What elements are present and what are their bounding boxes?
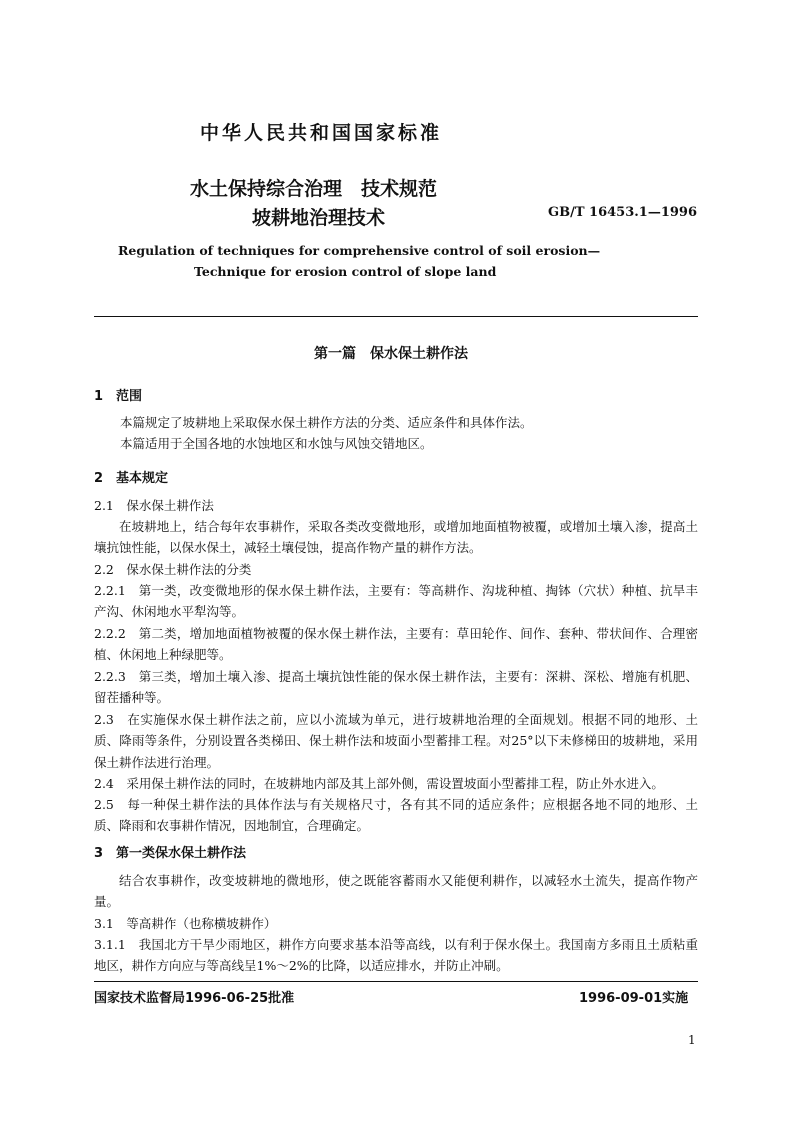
document-title-line2: 坡耕地治理技术 [252,207,386,229]
part-title: 第一篇 保水保土耕作法 [314,346,468,362]
section-1-paragraph-2: 本篇适用于全国各地的水蚀地区和水蚀与风蚀交错地区。 [120,436,433,451]
section-2-2-heading: 2.2 保水保土耕作法的分类 [94,562,252,577]
section-1-heading: 1 范围 [94,389,143,404]
section-3-paragraph: 结合农事耕作，改变坡耕地的微地形，使之既能容蓄雨水又能便利耕作，以减轻水土流失，提高作物产量。 [94,873,698,910]
english-title-line1: Regulation of techniques for comprehensive control of soil erosion— [118,243,601,258]
section-3-1-heading: 3.1 等高耕作（也称横坡耕作） [94,916,277,931]
section-2-1-paragraph: 在坡耕地上，结合每年农事耕作，采取各类改变微地形，或增加地面植物被覆，或增加土壤入渗，提高土壤抗蚀性能，以保水保土，减轻土壤侵蚀，提高作物产量的耕作方法。 [94,519,698,556]
section-3-1-1: 3.1.1 我国北方干旱少雨地区，耕作方向要求基本沿等高线，以有利于保水保土。我国南方多雨且土质粘重地区，耕作方向应与等高线呈1%～2%的比降，以适应排水，并防止冲刷。 [94,937,698,974]
english-title-line2: Technique for erosion control of slope land [194,264,497,279]
approval-date: 国家技术监督局1996-06-25批准 [94,991,295,1006]
section-2-5: 2.5 每一种保土耕作法的具体作法与有关规格尺寸，各有其不同的适应条件；应根据各地不同的地形、土质、降雨和农事耕作情况，因地制宜，合理确定。 [94,797,698,834]
section-2-1-heading: 2.1 保水保土耕作法 [94,498,214,513]
section-1-paragraph-1: 本篇规定了坡耕地上采取保水保土耕作方法的分类、适应条件和具体作法。 [120,415,533,430]
section-3-heading: 3 第一类保水保土耕作法 [94,846,247,861]
header-divider [94,316,698,317]
section-2-4: 2.4 采用保土耕作法的同时，在坡耕地内部及其上部外侧，需设置坡面小型蓄排工程，防止外水进入。 [94,776,664,791]
section-2-2-1: 2.2.1 第一类，改变微地形的保水保土耕作法，主要有：等高耕作、沟垅种植、掏钵（穴状）种植、抗旱丰产沟、休闲地水平犁沟等。 [94,583,698,620]
section-2-heading: 2 基本规定 [94,471,169,486]
document-title-line1: 水土保持综合治理 技术规范 [190,178,438,200]
country-standard-heading: 中华人民共和国国家标准 [200,122,443,144]
section-2-2-3: 2.2.3 第三类，增加土壤入渗、提高土壤抗蚀性能的保水保土耕作法，主要有：深耕、深松、增施有机肥、留茬播种等。 [94,669,698,706]
page-number: 1 [688,1033,696,1047]
section-2-2-2: 2.2.2 第二类，增加地面植物被覆的保水保土耕作法，主要有：草田轮作、间作、套种、带状间作、合理密植、休闲地上种绿肥等。 [94,626,698,663]
section-2-3: 2.3 在实施保水保土耕作法之前，应以小流域为单元，进行坡耕地治理的全面规划。根据不同的地形、土质、降雨等条件，分别设置各类梯田、保土耕作法和坡面小型蓄排工程。对25°以下未修梯田的坡耕地，采用保土耕作法进行治理。 [94,712,698,770]
effective-date: 1996-09-01实施 [579,991,689,1006]
footer-divider [94,981,698,982]
standard-number: GB/T 16453.1—1996 [548,205,698,220]
